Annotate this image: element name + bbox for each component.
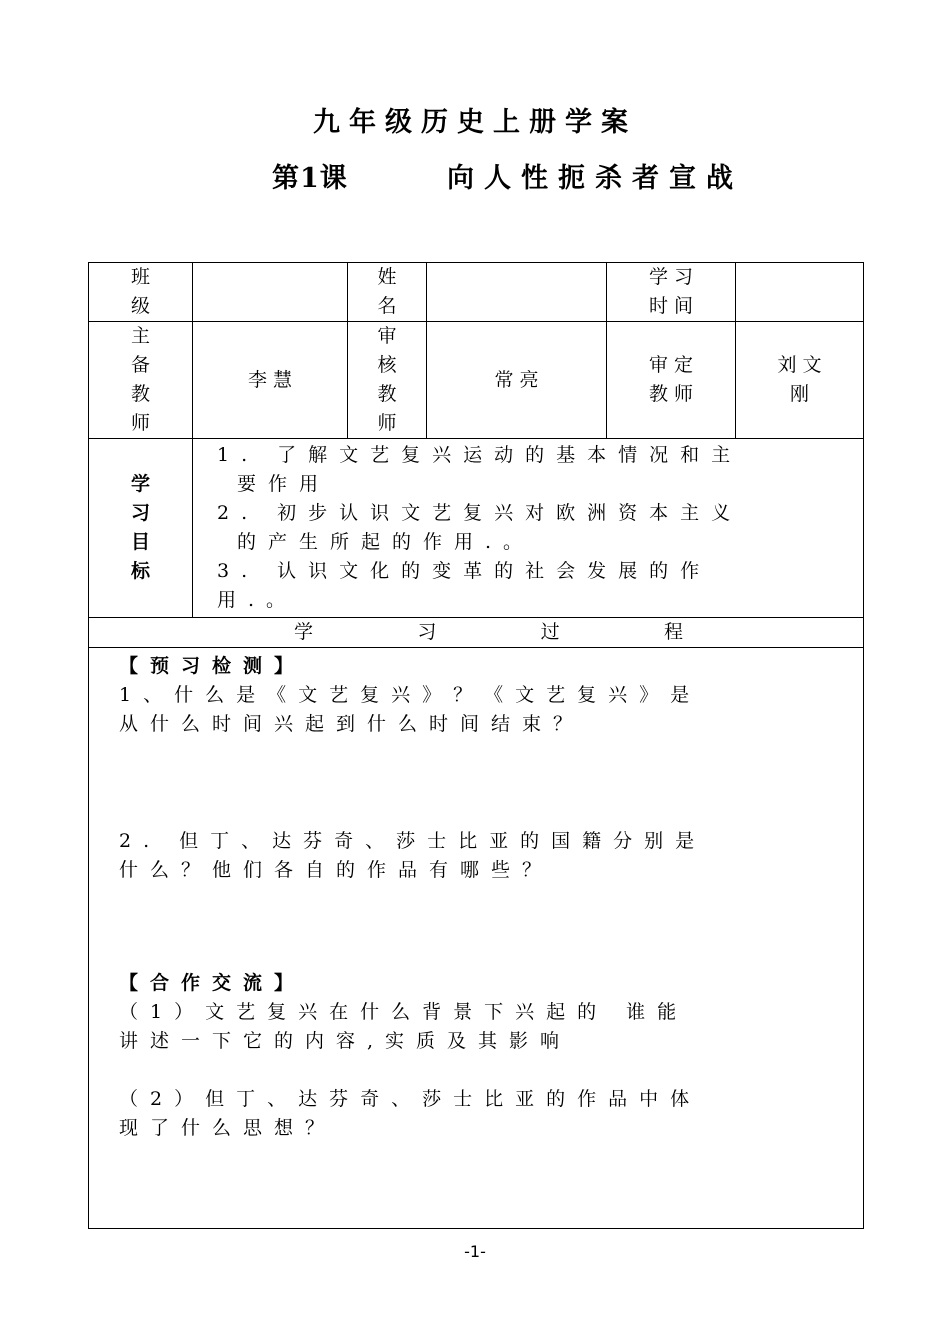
cooperate-question-2: （2）但丁、达芬奇、莎士比亚的作品中体 — [119, 1088, 702, 1110]
study-time-field[interactable] — [736, 263, 864, 322]
goal-line: 要作用 — [237, 473, 331, 495]
goals-content — [193, 439, 864, 618]
lesson-title — [272, 156, 743, 195]
goal-line: 的产生所起的作用.。 — [237, 531, 535, 553]
preview-question-1: 1、什么是《文艺复兴》？《文艺复兴》是 — [119, 684, 702, 706]
goals-row — [89, 439, 864, 618]
page-title: 九年级历史上册学案 — [313, 107, 637, 138]
preview-heading: 【预习检测】 — [119, 655, 306, 677]
cooperate-question-1-cont: 讲述一下它的内容,实质及其影响 — [119, 1030, 572, 1052]
review-teacher-value: 常 亮 — [427, 322, 607, 439]
study-time-label: 学 习 时 间 — [607, 263, 736, 322]
lesson-plan-table — [88, 262, 864, 1229]
goals-label: 学 习 目 标 — [89, 439, 193, 618]
name-label: 姓 名 — [348, 263, 427, 322]
lesson-topic: 向人性扼杀者宣战 — [447, 163, 743, 194]
preview-question-2: 2. 但丁、达芬奇、莎士比亚的国籍分别是 — [119, 830, 707, 852]
lead-teacher-value: 李 慧 — [193, 322, 348, 439]
cooperate-question-1: （1）文艺复兴在什么背景下兴起的 谁能 — [119, 1001, 689, 1023]
cooperate-heading: 【合作交流】 — [119, 972, 306, 994]
lead-teacher-label: 主 备 教 师 — [89, 322, 193, 439]
body-row — [89, 648, 864, 1229]
approve-teacher-value: 刘 文 刚 — [736, 322, 864, 439]
review-teacher-label: 审 核 教 师 — [348, 322, 427, 439]
process-row — [89, 618, 864, 648]
class-field[interactable] — [193, 263, 348, 322]
process-body — [89, 648, 864, 1229]
process-heading: 学 习 过 程 — [89, 618, 864, 648]
info-row-1 — [89, 263, 864, 322]
preview-question-1-cont: 从什么时间兴起到什么时间结束？ — [119, 713, 585, 735]
preview-question-2-cont: 什么？他们各自的作品有哪些？ — [119, 859, 554, 881]
goal-line: 1. 了解文艺复兴运动的基本情况和主 — [217, 444, 743, 466]
page-number: -1- — [464, 1242, 486, 1261]
answer-space[interactable] — [119, 1056, 839, 1085]
cooperate-question-2-cont: 现了什么思想？ — [119, 1117, 337, 1139]
goal-line: 用.。 — [217, 589, 298, 611]
lesson-number: 第1课 — [272, 163, 348, 194]
class-label: 班 级 — [89, 263, 193, 322]
goal-line: 3. 认识文化的变革的社会发展的作 — [217, 560, 712, 582]
name-field[interactable] — [427, 263, 607, 322]
approve-teacher-label: 审 定 教 师 — [607, 322, 736, 439]
answer-space[interactable] — [119, 739, 839, 827]
answer-space[interactable] — [119, 885, 839, 969]
info-row-2 — [89, 322, 864, 439]
goal-line: 2. 初步认识文艺复兴对欧洲资本主义 — [217, 502, 743, 524]
